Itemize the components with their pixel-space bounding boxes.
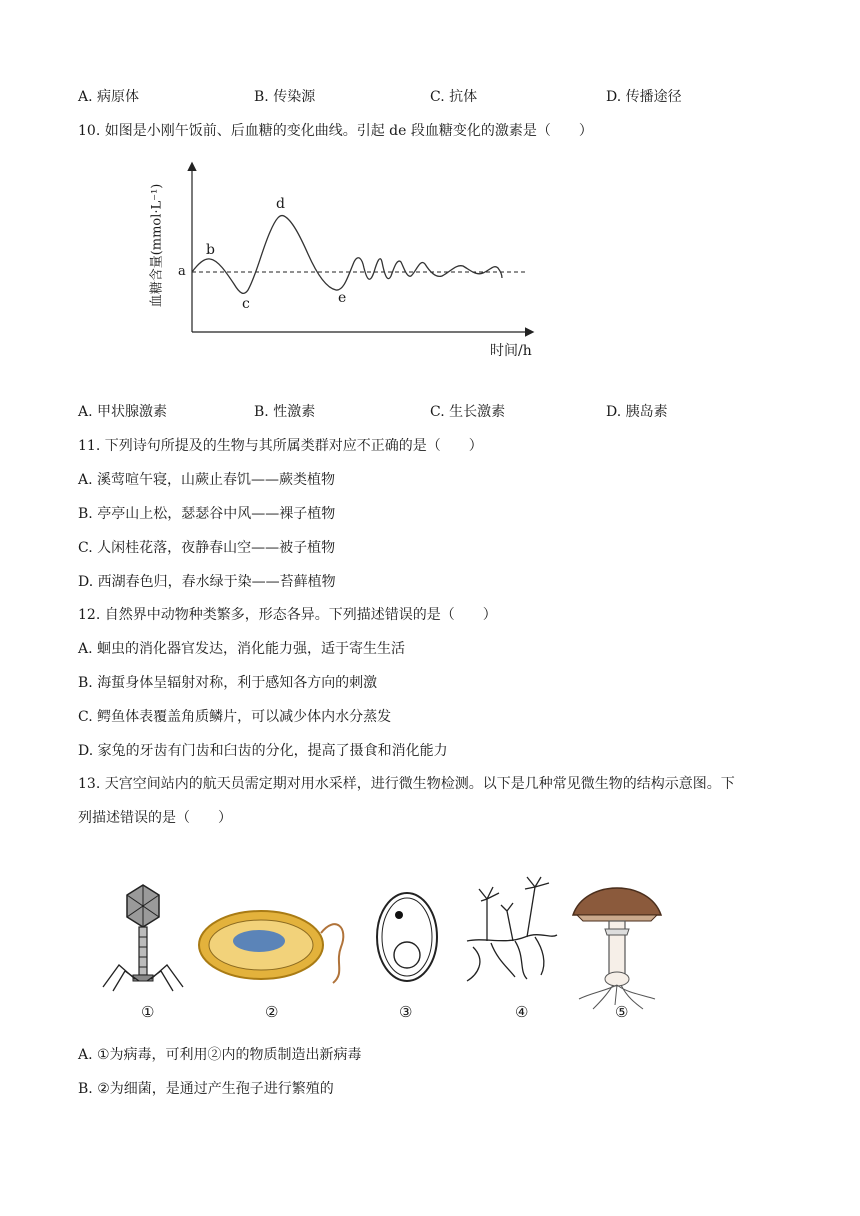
q13-option-b: B. ②为细菌，是通过产生孢子进行繁殖的 xyxy=(78,1081,334,1097)
q13-option-a: A. ①为病毒，可利用②内的物质制造出新病毒 xyxy=(78,1047,362,1063)
mold-illustration xyxy=(467,877,557,981)
q9-option-a: A. 病原体 xyxy=(78,89,140,105)
q11-option-b: B. 亭亭山上松，瑟瑟谷中风——裸子植物 xyxy=(78,506,336,522)
q11-option-a: A. 溪莺喧午寝，山蕨止春饥——蕨类植物 xyxy=(78,472,336,488)
q12-option-c: C. 鳄鱼体表覆盖角质鳞片，可以减少体内水分蒸发 xyxy=(78,709,392,725)
microorganisms-figure xyxy=(95,875,675,1025)
bacteriophage-illustration xyxy=(103,885,183,991)
q9-option-b: B. 传染源 xyxy=(254,89,316,105)
point-label-c: c xyxy=(242,296,250,312)
q11-stem: 11. 下列诗句所提及的生物与其所属类群对应不正确的是（ ） xyxy=(78,438,483,454)
q10-option-b: B. 性激素 xyxy=(254,404,316,420)
q12-stem: 12. 自然界中动物种类繁多，形态各异。下列描述错误的是（ ） xyxy=(78,607,497,623)
q11-option-d: D. 西湖春色归，春水绿于染——苔藓植物 xyxy=(78,574,336,590)
q9-option-d: D. 传播途径 xyxy=(606,89,682,105)
figure-label-2: ② xyxy=(265,1003,279,1021)
point-label-e: e xyxy=(338,290,347,306)
blood-sugar-curve xyxy=(192,216,502,294)
q10-option-c: C. 生长激素 xyxy=(430,404,506,420)
figure-label-1: ① xyxy=(141,1003,155,1021)
q9-option-c: C. 抗体 xyxy=(430,89,478,105)
q12-option-d: D. 家兔的牙齿有门齿和臼齿的分化，提高了摄食和消化能力 xyxy=(78,743,448,759)
q12-option-a: A. 蛔虫的消化器官发达，消化能力强，适于寄生生活 xyxy=(78,641,406,657)
point-label-d: d xyxy=(276,196,285,212)
yeast-cell-illustration xyxy=(377,893,437,981)
q10-option-a: A. 甲状腺激素 xyxy=(78,404,168,420)
q13-stem-line1: 13. 天宫空间站内的航天员需定期对用水采样，进行微生物检测。以下是几种常见微生物的结构示意图。下 xyxy=(78,776,735,792)
point-label-a: a xyxy=(178,264,186,279)
blood-sugar-graph xyxy=(140,158,560,363)
y-axis-label: 血糖含量(mmol·L⁻¹) xyxy=(149,183,165,308)
figure-label-5: ⑤ xyxy=(615,1003,629,1021)
x-axis-label: 时间/h xyxy=(490,343,532,359)
bacterium-illustration xyxy=(199,911,343,983)
q10-stem: 10. 如图是小刚午饭前、后血糖的变化曲线。引起 de 段血糖变化的激素是（ ） xyxy=(78,123,593,139)
figure-label-3: ③ xyxy=(399,1003,413,1021)
q11-option-c: C. 人闲桂花落，夜静春山空——被子植物 xyxy=(78,540,336,556)
point-label-b: b xyxy=(206,242,215,258)
figure-label-4: ④ xyxy=(515,1003,529,1021)
mushroom-illustration xyxy=(573,888,661,1009)
q10-option-d: D. 胰岛素 xyxy=(606,404,668,420)
q12-option-b: B. 海蜇身体呈辐射对称，利于感知各方向的刺激 xyxy=(78,675,378,691)
q13-stem-line2: 列描述错误的是（ ） xyxy=(78,810,232,826)
